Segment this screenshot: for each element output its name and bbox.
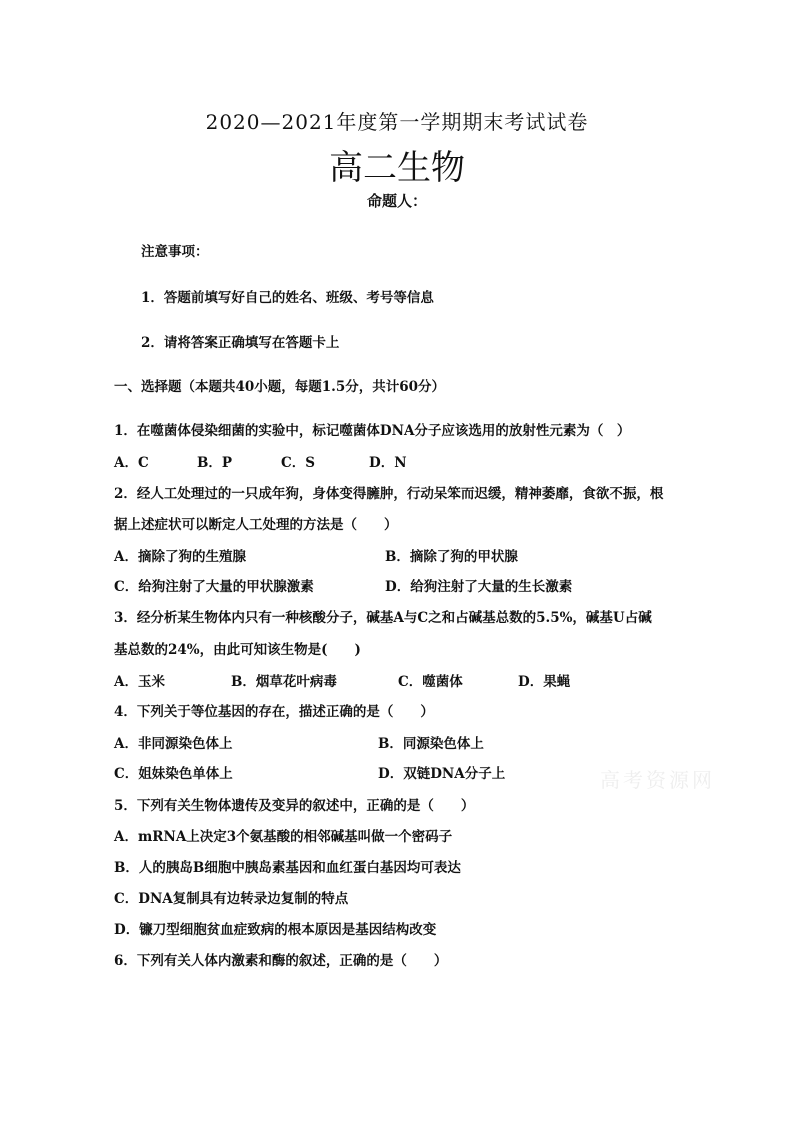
option: A．C xyxy=(114,455,149,471)
exam-title: 2020—2021年度第一学期期末考试试卷 xyxy=(205,110,589,134)
question-stem: 2．经人工处理过的一只成年狗，身体变得臃肿，行动呆笨而迟缓，精神萎靡，食欲不振，根 xyxy=(114,486,664,502)
notes-heading: 注意事项： xyxy=(141,244,209,260)
question-stem: 6．下列有关人体内激素和酶的叙述，正确的是（ ） xyxy=(114,953,448,969)
option: C．姐妹染色单体上 xyxy=(114,766,233,782)
option: D．给狗注射了大量的生长激素 xyxy=(385,579,573,595)
option: C．S xyxy=(281,455,315,471)
option: B．烟草花叶病毒 xyxy=(231,674,337,690)
option: D．N xyxy=(369,455,407,471)
note-item: 2．请将答案正确填写在答题卡上 xyxy=(141,335,340,351)
option: A．mRNA上决定3个氨基酸的相邻碱基叫做一个密码子 xyxy=(114,829,453,845)
question-stem: 1．在噬菌体侵染细菌的实验中，标记噬菌体DNA分子应该选用的放射性元素为（ ） xyxy=(114,423,631,439)
option: C．DNA复制具有边转录边复制的特点 xyxy=(114,891,349,907)
option: B．人的胰岛B细胞中胰岛素基因和血红蛋白基因均可表达 xyxy=(114,860,461,876)
option: B．摘除了狗的甲状腺 xyxy=(385,549,518,565)
option: D．镰刀型细胞贫血症致病的根本原因是基因结构改变 xyxy=(114,922,437,938)
option: B．同源染色体上 xyxy=(378,736,484,752)
question-stem: 3．经分析某生物体内只有一种核酸分子，碱基A与C之和占碱基总数的5.5%，碱基U占碱 xyxy=(114,610,652,626)
option: C．给狗注射了大量的甲状腺激素 xyxy=(114,579,314,595)
question-stem: 4．下列关于等位基因的存在，描述正确的是（ ） xyxy=(114,704,434,720)
watermark: 高考资源网 xyxy=(600,768,715,792)
section-heading: 一、选择题（本题共40小题，每题1.5分，共计60分） xyxy=(114,379,446,395)
note-item: 1．答题前填写好自己的姓名、班级、考号等信息 xyxy=(141,290,434,306)
option: A．玉米 xyxy=(114,674,165,690)
option: B．P xyxy=(197,455,233,471)
question-stem: 5．下列有关生物体遗传及变异的叙述中，正确的是（ ） xyxy=(114,798,475,814)
question-stem: 据上述症状可以断定人工处理的方法是（ ） xyxy=(114,517,398,533)
question-stem: 基总数的24%，由此可知该生物是( ) xyxy=(114,642,361,658)
author-label: 命题人： xyxy=(366,192,427,210)
option: D．双链DNA分子上 xyxy=(378,766,506,782)
option: A．非同源染色体上 xyxy=(114,736,233,752)
option: D．果蝇 xyxy=(518,674,571,690)
option: C．噬菌体 xyxy=(398,674,463,690)
option: A．摘除了狗的生殖腺 xyxy=(114,549,246,565)
subject-title: 高二生物 xyxy=(329,148,465,188)
